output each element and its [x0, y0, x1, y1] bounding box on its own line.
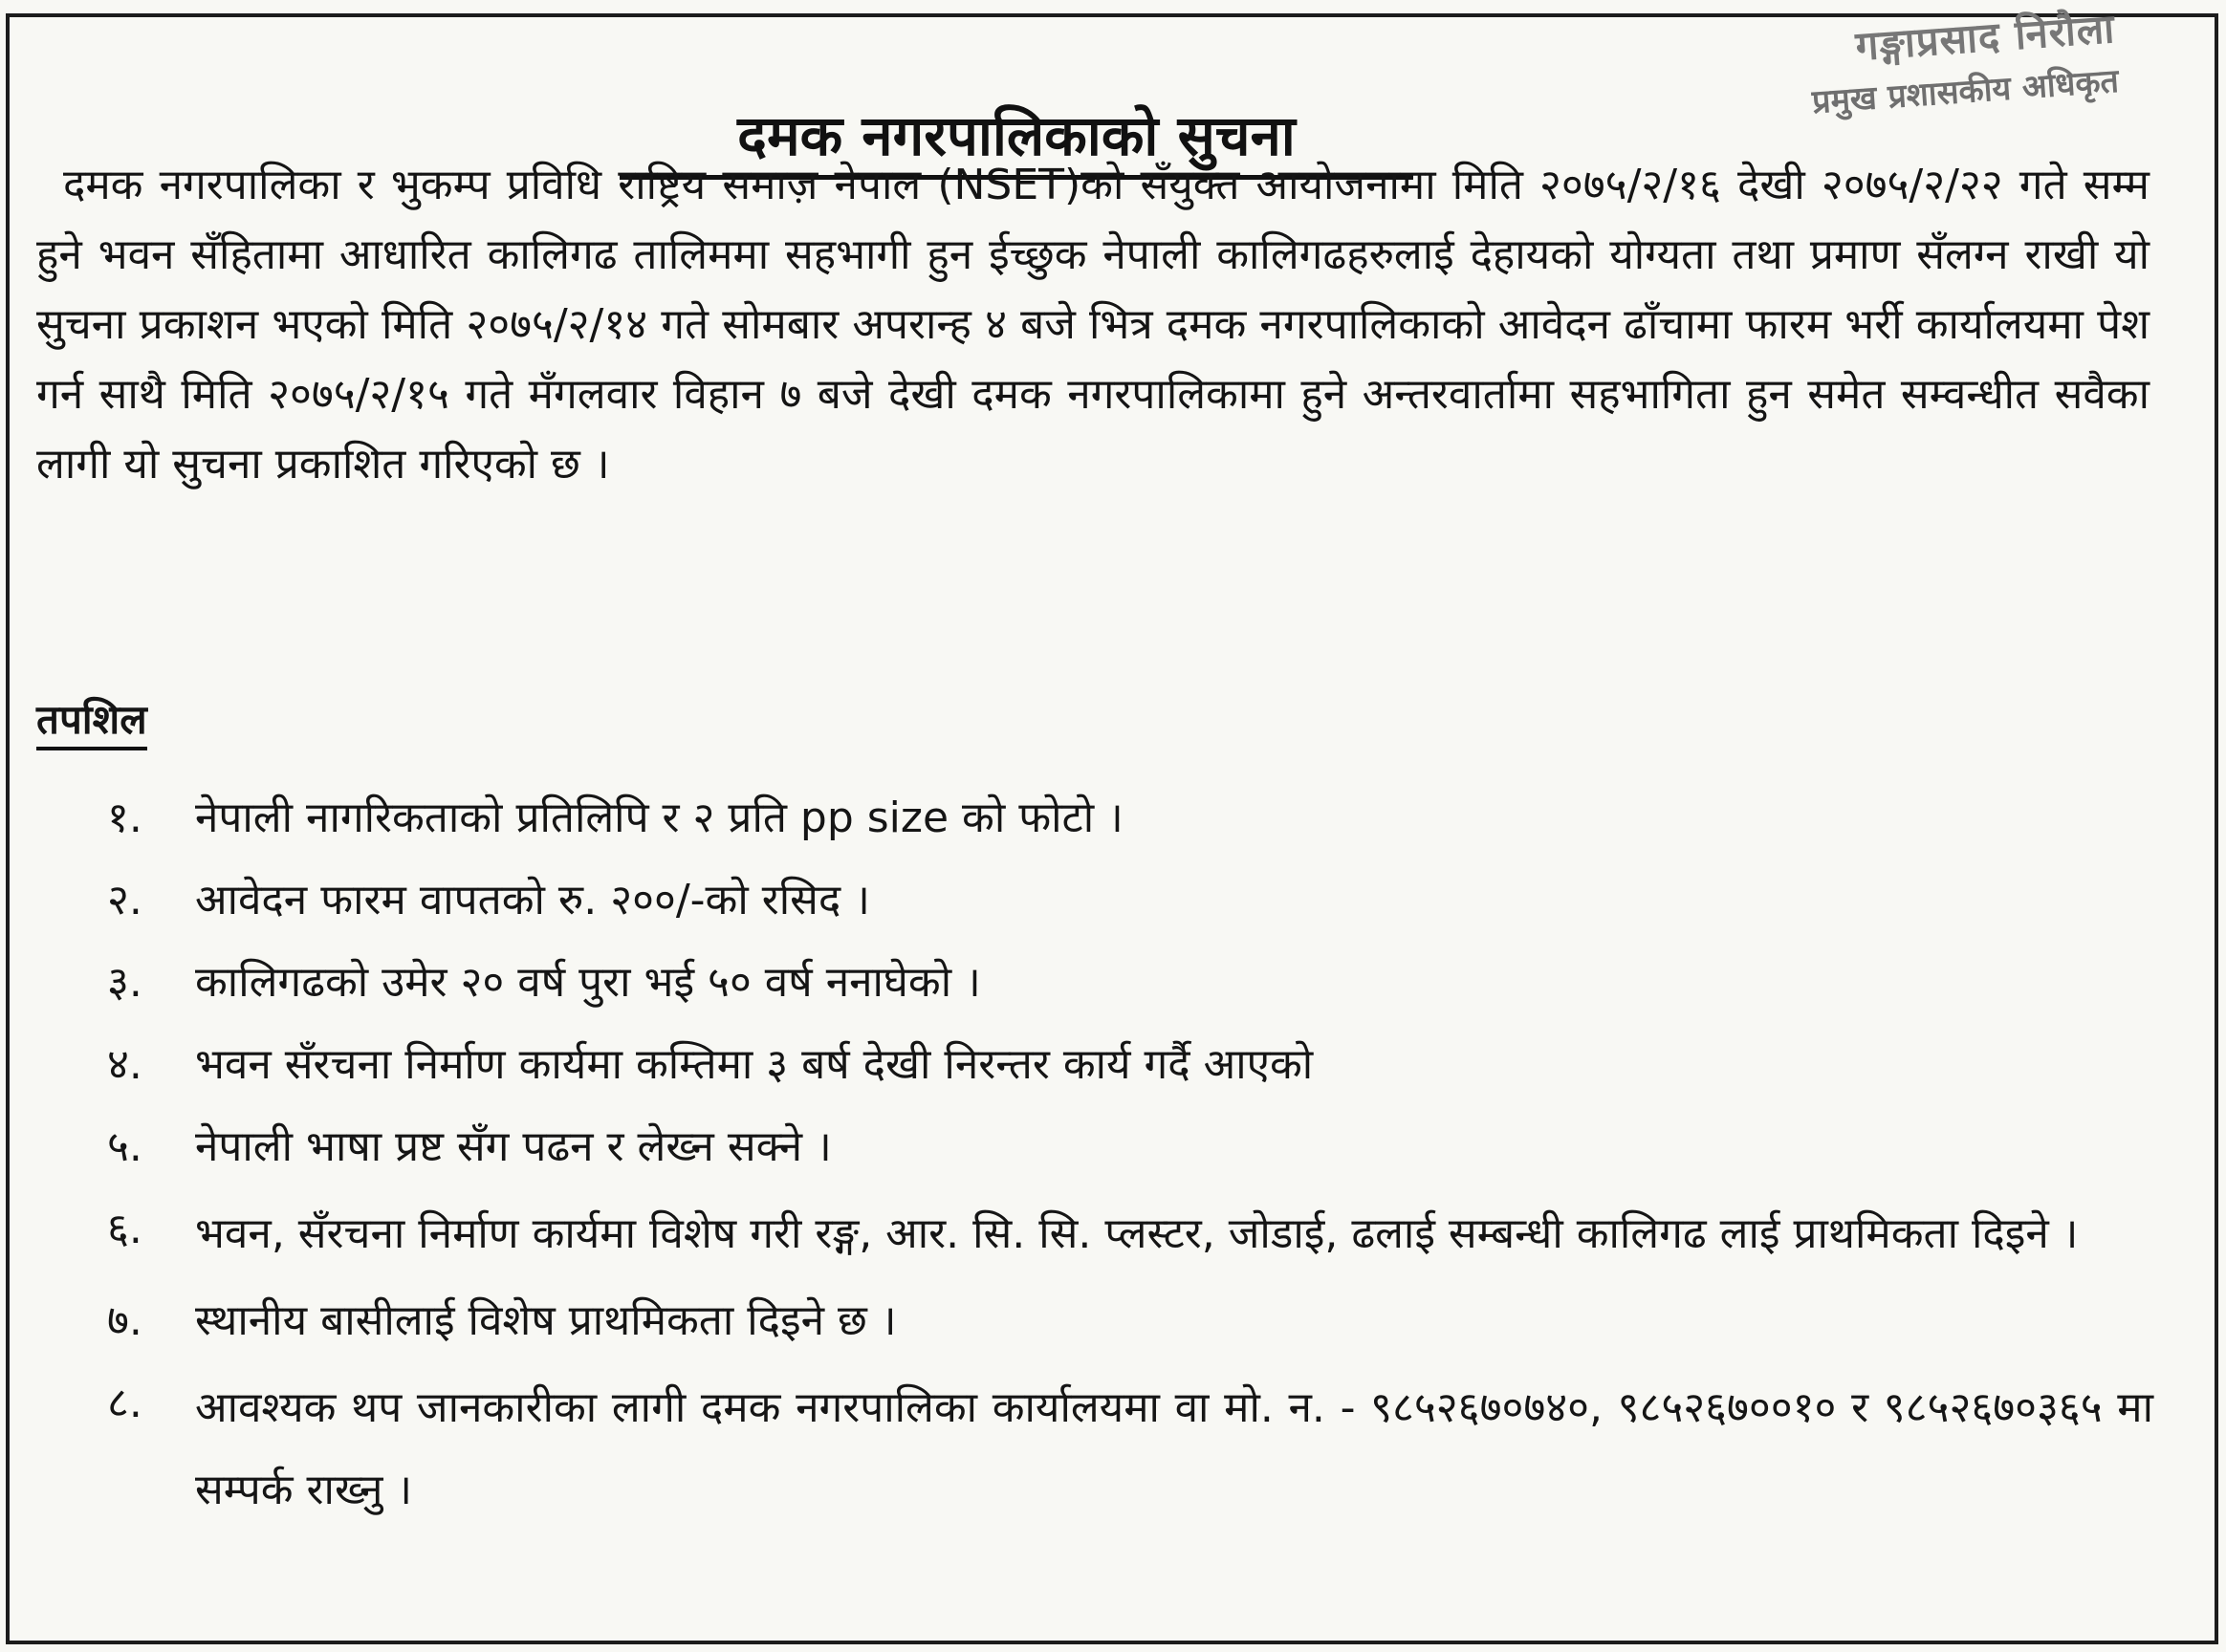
requirement-number: ७.	[107, 1296, 142, 1345]
requirement-text: नेपाली भाषा प्रष्ट सँग पढन र लेख्न सक्ने ।	[195, 1122, 832, 1171]
requirement-item-6	[107, 1193, 2153, 1275]
requirement-number: ४.	[107, 1040, 142, 1089]
requirement-item-1	[107, 782, 2153, 855]
requirement-number: १.	[107, 793, 142, 842]
details-heading: तपशिल	[36, 693, 147, 750]
stamp-officer-role: प्रमुख प्रशासकीय अधिकृत	[1810, 61, 2120, 122]
requirement-text: स्थानीय बासीलाई विशेष प्राथमिकता दिइने छ ।	[195, 1296, 897, 1345]
requirement-text: नेपाली नागरिकताको प्रतिलिपि र २ प्रति pp size को फोटो ।	[195, 793, 1124, 842]
requirement-text: आवश्यक थप जानकारीका लागी दमक नगरपालिका कार्यालयमा वा मो. न. - ९८५२६७०७४०, ९८५२६७००१० र ९८५२६७०३६५ मा सम्पर्क राख्नु ।	[195, 1383, 2153, 1514]
requirement-item-4	[107, 1029, 2153, 1101]
requirement-item-8	[107, 1367, 2153, 1532]
requirement-number: ८.	[107, 1379, 142, 1427]
requirement-number: २.	[107, 876, 142, 924]
requirement-text: आवेदन फारम वापतको रु. २००/-को रसिद ।	[195, 876, 870, 924]
notice-introduction: दमक नगरपालिका र भुकम्प प्रविधि राष्ट्रिय समाज़ नेपाल (NSET)को सँयुक्त आयोजनामा मिति २०७५/२/१६ देखी २०७५/२/२२ गते सम्म हुने भवन सँहितामा आधारित कालिगढ तालिममा सहभागी हुन ईच्छुक नेपाली कालिगढहरुलाई देहायको योग्यता तथा प्रमाण सँलग्न राखी यो सुचना प्रकाशन भएको मिति २०७५/२/१४ गते सोमबार अपरान्ह ४ बजे भित्र दमक नगरपालिकाको आवेदन ढाँचामा फारम भर्री कार्यालयमा पेश गर्न साथै मिति २०७५/२/१५ गते मँगलवार विहान ७ बजे देखी दमक नगरपालिकामा हुने अन्तरवार्तामा सहभागिता हुन समेत सम्वन्धीत सवैका लागी यो सुचना प्रकाशित गरिएको छ ।	[36, 161, 2150, 489]
requirement-number: ५.	[107, 1122, 142, 1171]
notice-title: दमक नगरपालिकाको सुचना	[620, 97, 1413, 180]
requirement-number: ६.	[107, 1205, 142, 1253]
stamp-officer-name: गङ्गाप्रसाद निरौला	[1853, 5, 2117, 70]
requirements-list	[107, 782, 2153, 1541]
requirement-text: भवन, सँरचना निर्माण कार्यमा विशेष गरी रङ्ग, आर. सि. सि. प्लस्टर, जोडाई, ढलाई सम्बन्धी कालिगढ लाई प्राथमिकता दिइने ।	[195, 1209, 2079, 1258]
requirement-text: भवन सँरचना निर्माण कार्यमा कम्तिमा ३ बर्ष देखी निरन्तर कार्य गर्दै आएको	[195, 1040, 1314, 1089]
requirement-item-2	[107, 864, 2153, 937]
requirement-item-5	[107, 1111, 2153, 1184]
requirement-item-3	[107, 946, 2153, 1019]
requirement-item-7	[107, 1285, 2153, 1358]
requirement-text: कालिगढको उमेर २० वर्ष पुरा भई ५० वर्ष ननाघेको ।	[195, 958, 981, 1007]
requirement-number: ३.	[107, 958, 142, 1007]
